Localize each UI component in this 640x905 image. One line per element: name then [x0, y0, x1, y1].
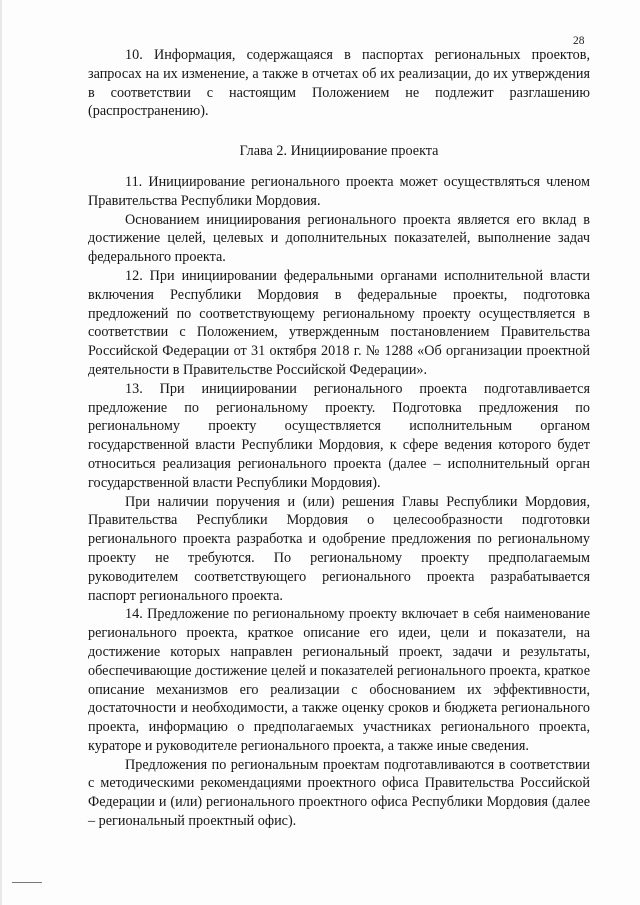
paragraph-12: 12. При инициировании федеральными органами исполнительной власти включения Республики Мордовия в федеральные проекты, подготовка предложений по соответствующему региональному проекту осуществляется в соответствии с Положением, утвержденным постановлением Правительства Российской Федерации от 31 октября 2018 г. № 1288 «Об организации проектной деятельности в Правительстве Российской Федерации».: [88, 267, 590, 378]
paragraph-11-basis: Основанием инициирования регионального проекта является его вклад в достижение целей, целевых и дополнительных показателей, выполнение задач федерального проекта.: [88, 211, 590, 266]
paragraph-10: 10. Информация, содержащаяся в паспортах региональных проектов, запросах на их изменение, а также в отчетах об их реализации, до их утверждения в соответствии с настоящим Положением не подлежит разглашению (распространению).: [88, 47, 590, 120]
document-body: [88, 46, 590, 831]
paragraph-14: 14. Предложение по региональному проекту включает в себя наименование регионального проекта, краткое описание его идеи, цели и показатели, на достижение которых направлен региональный проект, задачи и результаты, обеспечивающие достижение целей и показателей регионального проекта, краткое описание механизмов его реализации с обоснованием их эффективности, достаточности и необходимости, а также оценку сроков и бюджета регионального проекта, информацию о предполагаемых участниках регионального проекта, кураторе и руководителе регионального проекта, а также иные сведения.: [88, 606, 590, 754]
spacer: [88, 161, 590, 173]
paragraph-13: 13. При инициировании регионального проекта подготавливается предложение по региональному проекту. Подготовка предложения по региональному проекту осуществляется исполнительным органом государственной власти Республики Мордовия, к сфере ведения которого будет относиться реализация регионального проекта (далее – исполнительный орган государственной власти Республики Мордовия).: [88, 380, 590, 491]
scan-edge: [0, 0, 2, 905]
paragraph-14-proposals: Предложения по региональным проектам подготавливаются в соответствии с методическими рекомендациями проектного офиса Правительства Российской Федерации и (или) регионального проектного офиса Республики Мордовия (далее – региональный проектный офис).: [88, 756, 590, 830]
paragraph-11: 11. Инициирование регионального проекта может осуществляться членом Правительства Республики Мордовия.: [88, 173, 590, 209]
page-number: 28: [573, 35, 585, 47]
scan-artifact-line: [12, 882, 42, 883]
chapter-heading: Глава 2. Инициирование проекта: [239, 143, 439, 160]
spacer: [88, 121, 590, 142]
paragraph-13-exception: При наличии поручения и (или) решения Главы Республики Мордовия, Правительства Республики Мордовия о целесообразности подготовки регионального проекта разработка и одобрение предложения по региональному проекту не требуются. По региональному проекту предполагаемым руководителем соответствующего регионального проекта разрабатывается паспорт регионального проекта.: [88, 493, 590, 604]
